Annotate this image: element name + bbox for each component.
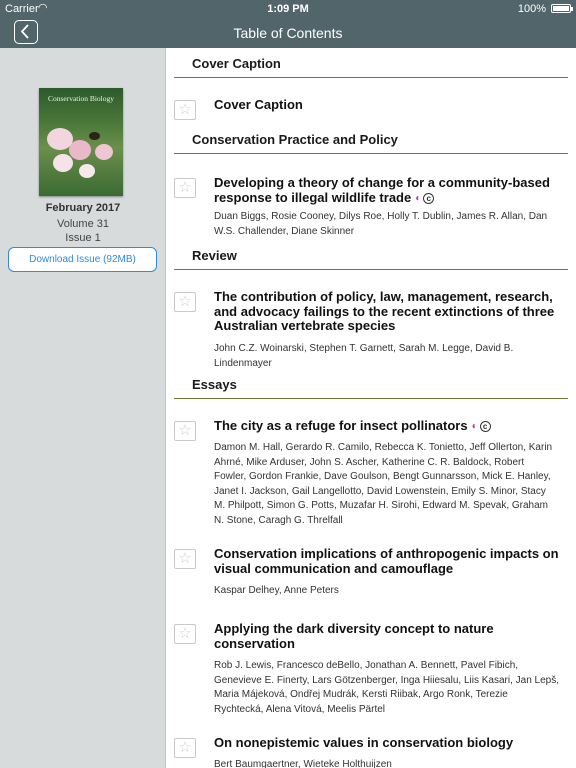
section-header-cover-caption: [174, 52, 568, 78]
star-icon[interactable]: ☆: [174, 100, 196, 120]
cover-flower: [69, 140, 91, 160]
status-bar: [0, 0, 576, 18]
article-title[interactable]: The contribution of policy, law, management, research, and advocacy failings to the recent extinctions of three Australian vertebrate species: [214, 289, 555, 333]
cover-flower: [53, 154, 73, 172]
star-icon[interactable]: ☆: [174, 738, 196, 758]
battery-percent: 100%: [517, 3, 546, 15]
star-icon[interactable]: ☆: [174, 292, 196, 312]
star-icon[interactable]: ☆: [174, 549, 196, 569]
cover-insect: [89, 132, 100, 140]
section-title: Review: [192, 248, 237, 263]
issue-date: February 2017: [45, 202, 121, 214]
article-authors: Rob J. Lewis, Francesco deBello, Jonathan A. Bennett, Pavel Fibich, Genevieve E. Finerty, Lars Götzenberger, Inga Hiiesalu, Liis Kasari, Jan Lepš, Maria Májeková, Ondřej Mudrák, Kersti Riibak, Argo Ronk, Terezie Rychtecká, Alena Vitová, Meelis Pärtel: [214, 660, 559, 715]
article-authors: Bert Baumgaertner, Wieteke Holthuijzen: [214, 759, 392, 768]
open-access-icon: ◐: [415, 192, 422, 204]
cover-flower: [79, 164, 95, 178]
star-icon[interactable]: ☆: [174, 624, 196, 644]
download-issue-button[interactable]: Download Issue (92MB): [8, 247, 157, 272]
article-title[interactable]: Conservation implications of anthropogenic impacts on visual communication and camouflage: [214, 546, 559, 576]
wifi-icon: ◠: [38, 2, 48, 14]
page-title: Table of Contents: [233, 25, 343, 41]
article-title[interactable]: Applying the dark diversity concept to nature conservation: [214, 621, 494, 651]
section-header-essays: [174, 373, 568, 399]
article-title[interactable]: Developing a theory of change for a community-based response to illegal wildlife trade: [214, 175, 550, 205]
section-header-review: [174, 244, 568, 270]
section-header-practice-policy: [174, 128, 568, 154]
navigation-bar: [0, 18, 576, 48]
issue-number: Issue 1: [65, 232, 101, 244]
cover-journal-name: Conservation Biology: [47, 94, 115, 103]
star-icon[interactable]: ☆: [174, 421, 196, 441]
article-title[interactable]: Cover Caption: [214, 97, 303, 112]
section-title: Essays: [192, 377, 237, 392]
article-authors: Kaspar Delhey, Anne Peters: [214, 585, 339, 596]
issue-cover-image[interactable]: [39, 88, 123, 196]
issue-volume: Volume 31: [57, 218, 109, 230]
article-authors: John C.Z. Woinarski, Stephen T. Garnett, Sarah M. Legge, David B. Lindenmayer: [214, 343, 514, 369]
star-icon[interactable]: ☆: [174, 178, 196, 198]
article-title-wrap[interactable]: [214, 176, 559, 206]
article-title-wrap[interactable]: [214, 419, 559, 435]
article-title[interactable]: The city as a refuge for insect pollinators: [214, 418, 468, 433]
article-authors: Damon M. Hall, Gerardo R. Camilo, Rebecca K. Tonietto, Jeff Ollerton, Karin Ahrné, Mike Arduser, John S. Ascher, Katherine C. R. Baldock, Robert Fowler, Gordon Frankie, Dave Goulson, Bengt Gunnarsson, Mick E. Hanley, Janet I. Jackson, Gail Langellotto, David Lowenstein, Emily S. Minor, Stacy M. Philpott, Simon G. Potts, Muzafar H. Sirohi, Edward M. Spevak, Graham N. Stone, Caragh G. Threlfall: [214, 442, 553, 526]
section-title: Cover Caption: [192, 56, 281, 71]
carrier-label: Carrier: [5, 3, 39, 15]
open-access-icon: ◐: [471, 421, 478, 432]
table-of-contents-list[interactable]: [166, 48, 576, 768]
status-time: 1:09 PM: [267, 3, 309, 15]
article-authors: Duan Biggs, Rosie Cooney, Dilys Roe, Holly T. Dublin, James R. Allan, Dan W.S. Challender, Diane Skinner: [214, 211, 548, 237]
cover-flower: [95, 144, 113, 160]
issue-sidebar: [0, 48, 166, 768]
creative-commons-icon: c: [480, 421, 491, 432]
article-title[interactable]: On nonepistemic values in conservation biology: [214, 735, 514, 750]
creative-commons-icon: c: [423, 193, 434, 204]
battery-icon: [551, 4, 571, 13]
section-title: Conservation Practice and Policy: [192, 132, 398, 147]
